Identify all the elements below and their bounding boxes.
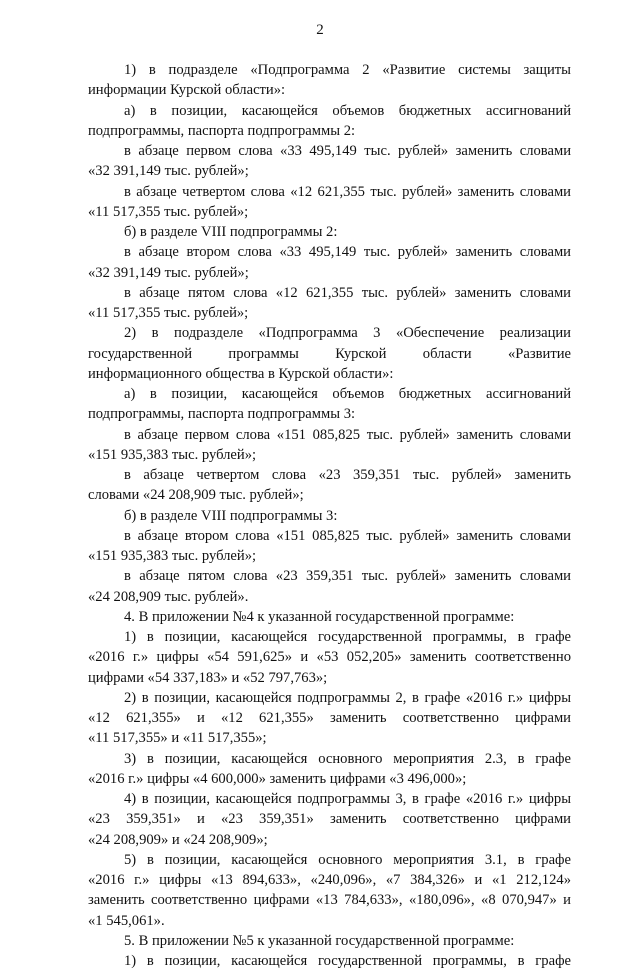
text-line: подпрограммы, паспорта подпрограммы 2: xyxy=(88,122,356,139)
text-line: в абзаце пятом слова «12 621,355 тыс. рублей» заменить словами xyxy=(124,284,571,301)
text-line: 1) в подразделе «Подпрограмма 2 «Развитие системы защиты xyxy=(124,62,571,78)
text-line: «23 359,351» и «23 359,351» заменить соответственно цифрами xyxy=(88,811,571,828)
text-line: в абзаце четвертом слова «12 621,355 тыс. рублей» заменить словами xyxy=(124,183,571,200)
text-line: заменить соответственно цифрами «13 784,633», «180,096», «8 070,947» и xyxy=(88,892,571,909)
text-line: в абзаце первом слова «151 085,825 тыс. рублей» заменить словами xyxy=(124,426,571,443)
text-line: «11 517,355» и «11 517,355»; xyxy=(88,730,267,747)
text-line: 5. В приложении №5 к указанной государственной программе: xyxy=(124,932,515,949)
text-line: в абзаце втором слова «151 085,825 тыс. рублей» заменить словами xyxy=(124,527,571,544)
text-line: «2016 г.» цифры «13 894,633», «240,096», «7 384,326» и «1 212,124» xyxy=(88,872,571,888)
text-line: 1) в позиции, касающейся государственной программы, в графе xyxy=(124,629,571,645)
text-line: «11 517,355 тыс. рублей»; xyxy=(88,203,249,220)
text-line: 4) в позиции, касающейся подпрограммы 3, в графе «2016 г.» цифры xyxy=(124,791,571,807)
text-line: информации Курской области»: xyxy=(88,82,286,99)
text-line: 2) в подразделе «Подпрограмма 3 «Обеспечение реализации xyxy=(124,325,571,342)
text-line: 2) в позиции, касающейся подпрограммы 2, в графе «2016 г.» цифры xyxy=(124,689,571,706)
text-line: «2016 г.» цифры «54 591,625» и «53 052,205» заменить соответственно xyxy=(88,649,571,666)
text-line: в абзаце втором слова «33 495,149 тыс. рублей» заменить словами xyxy=(124,244,571,261)
text-line: «32 391,149 тыс. рублей»; xyxy=(88,264,249,281)
text-line: 5) в позиции, касающейся основного мероприятия 3.1, в графе xyxy=(124,851,571,868)
text-line: «12 621,355» и «12 621,355» заменить соответственно цифрами xyxy=(88,710,571,726)
text-line: а) в позиции, касающейся объемов бюджетных ассигнований xyxy=(124,102,571,119)
text-line: «151 935,383 тыс. рублей»; xyxy=(88,548,257,564)
text-line: 3) в позиции, касающейся основного мероприятия 2.3, в графе xyxy=(124,750,571,767)
text-line: «2016 г.» цифры «4 600,000» заменить цифрами «3 496,000»; xyxy=(88,770,467,787)
page-number: 2 xyxy=(316,22,324,38)
text-line: б) в разделе VIII подпрограммы 3: xyxy=(124,507,338,524)
text-line: словами «24 208,909 тыс. рублей»; xyxy=(88,487,304,504)
text-line: «1 545,061». xyxy=(88,912,165,929)
text-line: подпрограммы, паспорта подпрограммы 3: xyxy=(88,406,356,423)
text-line: а) в позиции, касающейся объемов бюджетных ассигнований xyxy=(124,386,571,402)
document-body xyxy=(88,60,571,971)
text-line: в абзаце первом слова «33 495,149 тыс. рублей» заменить словами xyxy=(124,143,571,159)
text-line: «32 391,149 тыс. рублей»; xyxy=(88,163,249,180)
text-line: «11 517,355 тыс. рублей»; xyxy=(88,305,249,321)
text-line: «151 935,383 тыс. рублей»; xyxy=(88,446,257,463)
text-line: «24 208,909» и «24 208,909»; xyxy=(88,831,268,848)
text-line: в абзаце пятом слова «23 359,351 тыс. рублей» заменить словами xyxy=(124,568,571,585)
text-line: 4. В приложении №4 к указанной государственной программе: xyxy=(124,608,515,625)
text-line: в абзаце четвертом слова «23 359,351 тыс. рублей» заменить xyxy=(124,467,571,483)
text-line: «24 208,909 тыс. рублей». xyxy=(88,588,249,605)
text-line: государственной программы Курской области «Развитие xyxy=(88,345,571,362)
text-line: цифрами «54 337,183» и «52 797,763»; xyxy=(88,669,328,686)
text-line: б) в разделе VIII подпрограммы 2: xyxy=(124,224,338,240)
text-line: 1) в позиции, касающейся государственной программы, в графе xyxy=(124,953,571,969)
text-line: информационного общества в Курской области»: xyxy=(88,365,394,382)
